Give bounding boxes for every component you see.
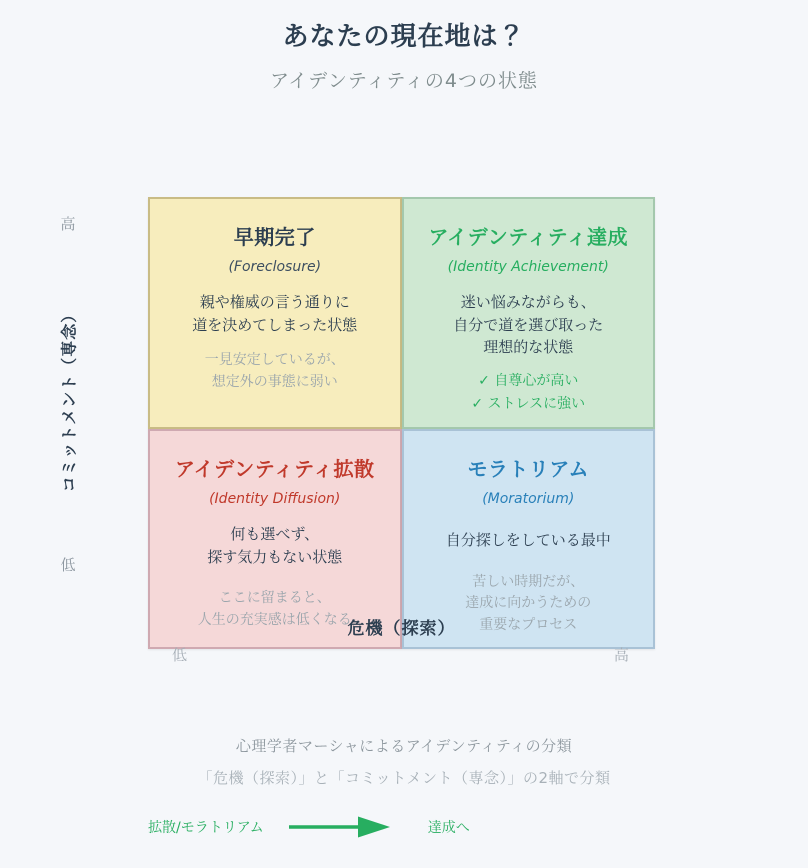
y-axis xyxy=(36,197,100,601)
quadrant-subtitle-en: (Identity Achievement) xyxy=(447,259,609,275)
footer-notes xyxy=(0,735,808,788)
note-line: 人生の充実感は低くなる xyxy=(197,611,352,628)
check-item: ✓ 自尊心が高い xyxy=(478,372,579,389)
quadrant-benefits xyxy=(412,370,646,418)
arrow-right-icon xyxy=(288,815,392,839)
note-line: 想定外の事態に弱い xyxy=(211,373,338,390)
quadrant-subtitle-en: (Foreclosure) xyxy=(228,259,322,275)
x-axis-title: 危機（探索） xyxy=(347,619,456,639)
quadrant-title: アイデンティティ拡散 xyxy=(174,457,375,482)
quadrant-title: アイデンティティ達成 xyxy=(428,225,629,249)
y-axis-title: コミットメント（専念） xyxy=(59,305,79,493)
description-line: 自分探しをしている最中 xyxy=(445,531,611,550)
quadrant-title: モラトリアム xyxy=(467,457,590,482)
description-line: 親や権威の言う通りに xyxy=(199,293,350,311)
description-line: 何も選べず、 xyxy=(230,525,320,544)
note-line: 苦しい時期だが、 xyxy=(472,573,585,590)
note-line: 一見安定しているが、 xyxy=(204,352,345,368)
legend-from-label: 拡散/モラトリアム xyxy=(148,820,264,836)
description-line: 迷い悩みながらも、 xyxy=(460,293,596,311)
quadrant-title: 早期完了 xyxy=(233,225,316,249)
description-line: 自分で道を選び取った xyxy=(453,315,604,334)
quadrant-description xyxy=(158,523,392,568)
legend-to-label: 達成へ xyxy=(427,820,470,836)
note-line: ここに留まると、 xyxy=(218,590,331,607)
note-line: 重要なプロセス xyxy=(479,616,578,633)
footer-note-axes: 「危機（探索）」と「コミットメント（専念）」の2軸で分類 xyxy=(197,769,611,787)
quadrant-foreclosure xyxy=(148,197,402,429)
quadrant-note xyxy=(158,350,392,393)
quadrant-subtitle-en: (Moratorium) xyxy=(482,491,575,508)
header xyxy=(0,16,808,93)
footer-note-source: 心理学者マーシャによるアイデンティティの分類 xyxy=(235,737,573,755)
progress-legend xyxy=(148,815,470,839)
quadrant-description xyxy=(412,529,646,552)
description-line: 探す気力もない状態 xyxy=(207,547,343,566)
x-axis-high-label: 高 xyxy=(614,646,630,664)
y-axis-low-label: 低 xyxy=(60,556,76,574)
page-subtitle: アイデンティティの4つの状態 xyxy=(270,70,538,92)
quadrant-description xyxy=(412,291,646,359)
x-axis-low-label: 低 xyxy=(172,646,188,664)
quadrant-achievement xyxy=(402,197,656,429)
description-line: 理想的な状態 xyxy=(483,338,574,356)
y-axis-high-label: 高 xyxy=(60,215,76,233)
check-item: ✓ ストレスに強い xyxy=(471,396,586,413)
quadrant-description xyxy=(158,291,392,336)
quadrant-subtitle-en: (Identity Diffusion) xyxy=(209,491,341,508)
page-title: あなたの現在地は？ xyxy=(282,22,526,52)
note-line: 達成に向かうための xyxy=(465,595,592,612)
description-line: 道を決めてしまった状態 xyxy=(192,315,358,334)
